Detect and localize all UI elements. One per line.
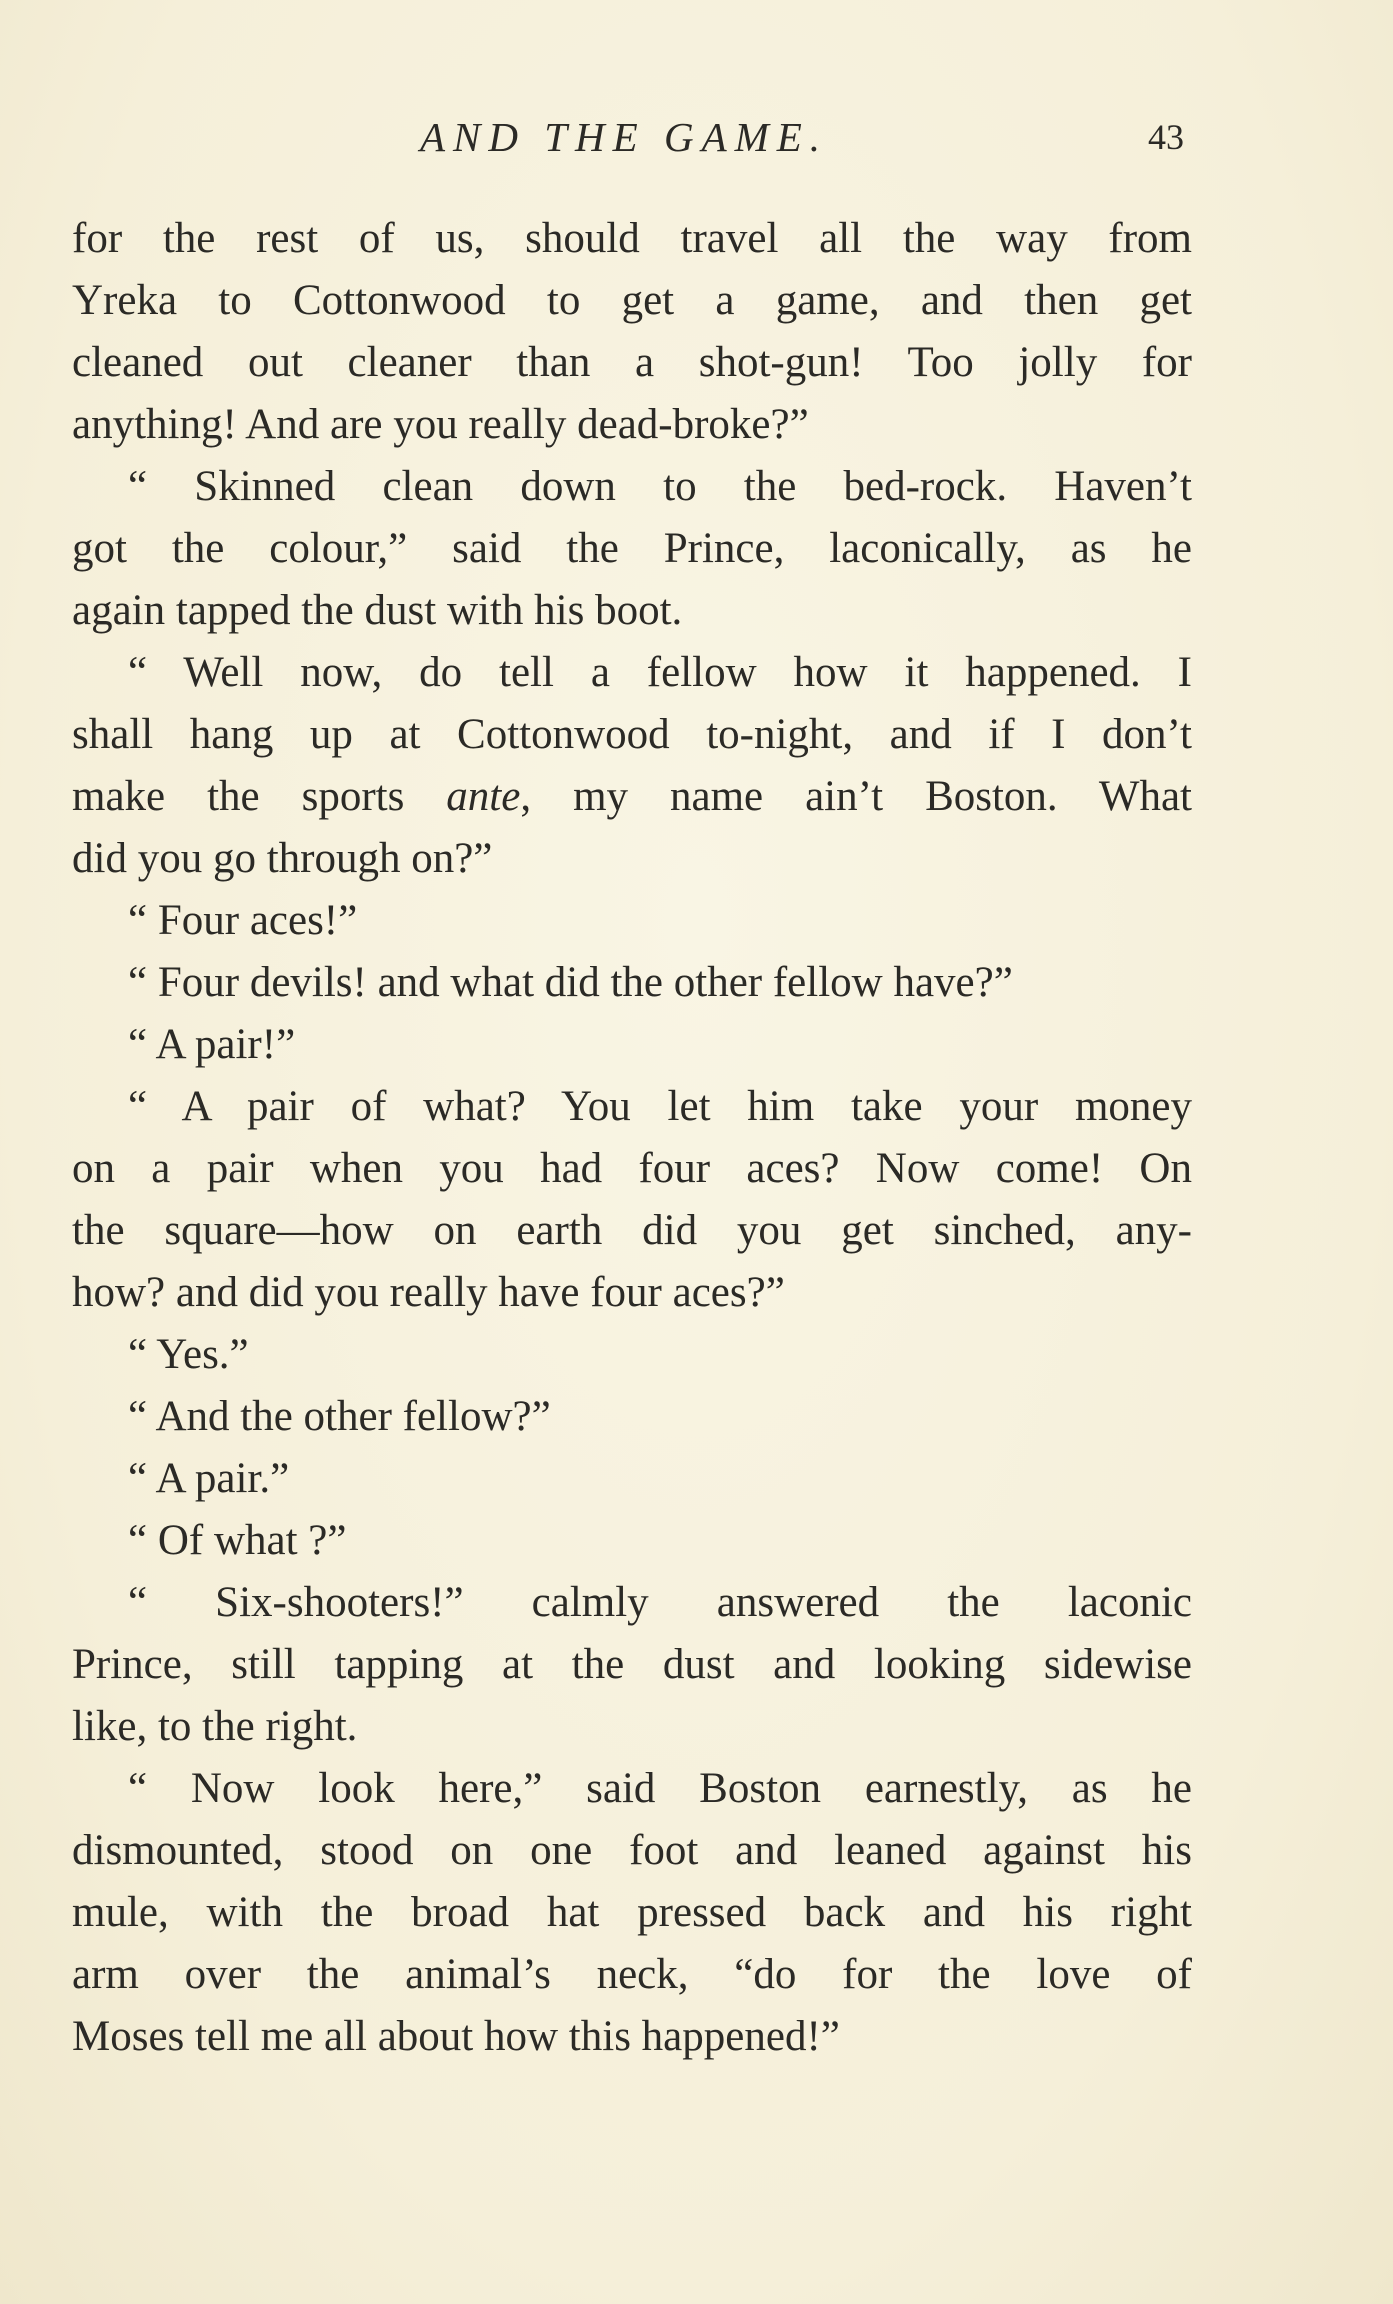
text-line: how? and did you really have four aces?”: [72, 1269, 785, 1316]
text-line: did you go through on?”: [72, 835, 493, 882]
text-line: anything! And are you really dead-broke?”: [72, 401, 809, 448]
page-number: 43: [1148, 117, 1184, 157]
text-line: “ Four devils! and what did the other fellow have?”: [128, 959, 1013, 1006]
running-head-title: AND THE GAME.: [420, 114, 829, 160]
italic-word: ante: [446, 773, 521, 820]
text-line: mule, with the broad hat pressed back and his right: [72, 1889, 1192, 1936]
body-text: [72, 208, 1192, 2068]
text-line: “ A pair.”: [128, 1455, 290, 1502]
text-line: “ A pair!”: [128, 1021, 296, 1068]
text-line: Prince, still tapping at the dust and looking sidewise: [72, 1641, 1192, 1688]
text-line: for the rest of us, should travel all the way from: [72, 215, 1192, 262]
text-line: dismounted, stood on one foot and leaned against his: [72, 1827, 1192, 1874]
text-line: “ And the other fellow?”: [128, 1393, 551, 1440]
text-line: on a pair when you had four aces? Now come! On: [72, 1145, 1192, 1192]
text-line: “ Four aces!”: [128, 897, 358, 944]
text-line: “ Skinned clean down to the bed-rock. Haven’t: [128, 463, 1192, 510]
text-line: “ Now look here,” said Boston earnestly, as he: [128, 1765, 1192, 1812]
text-line: “ Yes.”: [128, 1331, 249, 1378]
text-line: “ Well now, do tell a fellow how it happened. I: [128, 649, 1192, 696]
text-line: cleaned out cleaner than a shot-gun! Too jolly for: [72, 339, 1192, 386]
text-line: Moses tell me all about how this happened!”: [72, 2013, 840, 2060]
text-line: Yreka to Cottonwood to get a game, and then get: [72, 277, 1192, 324]
text-line: “ A pair of what? You let him take your money: [128, 1083, 1192, 1130]
text-line: shall hang up at Cottonwood to-night, and if I don’t: [72, 711, 1192, 758]
text-line: “ Six-shooters!” calmly answered the laconic: [128, 1579, 1192, 1626]
text-line: make the sports ante, my name ain’t Boston. What: [72, 773, 1192, 820]
text-line: the square—how on earth did you get sinched, any-: [72, 1207, 1192, 1254]
text-line: “ Of what ?”: [128, 1517, 347, 1564]
text-line: got the colour,” said the Prince, laconically, as he: [72, 525, 1192, 572]
text-line: like, to the right.: [72, 1703, 358, 1750]
text-line: arm over the animal’s neck, “do for the love of: [72, 1951, 1192, 1998]
text-line: again tapped the dust with his boot.: [72, 587, 683, 634]
